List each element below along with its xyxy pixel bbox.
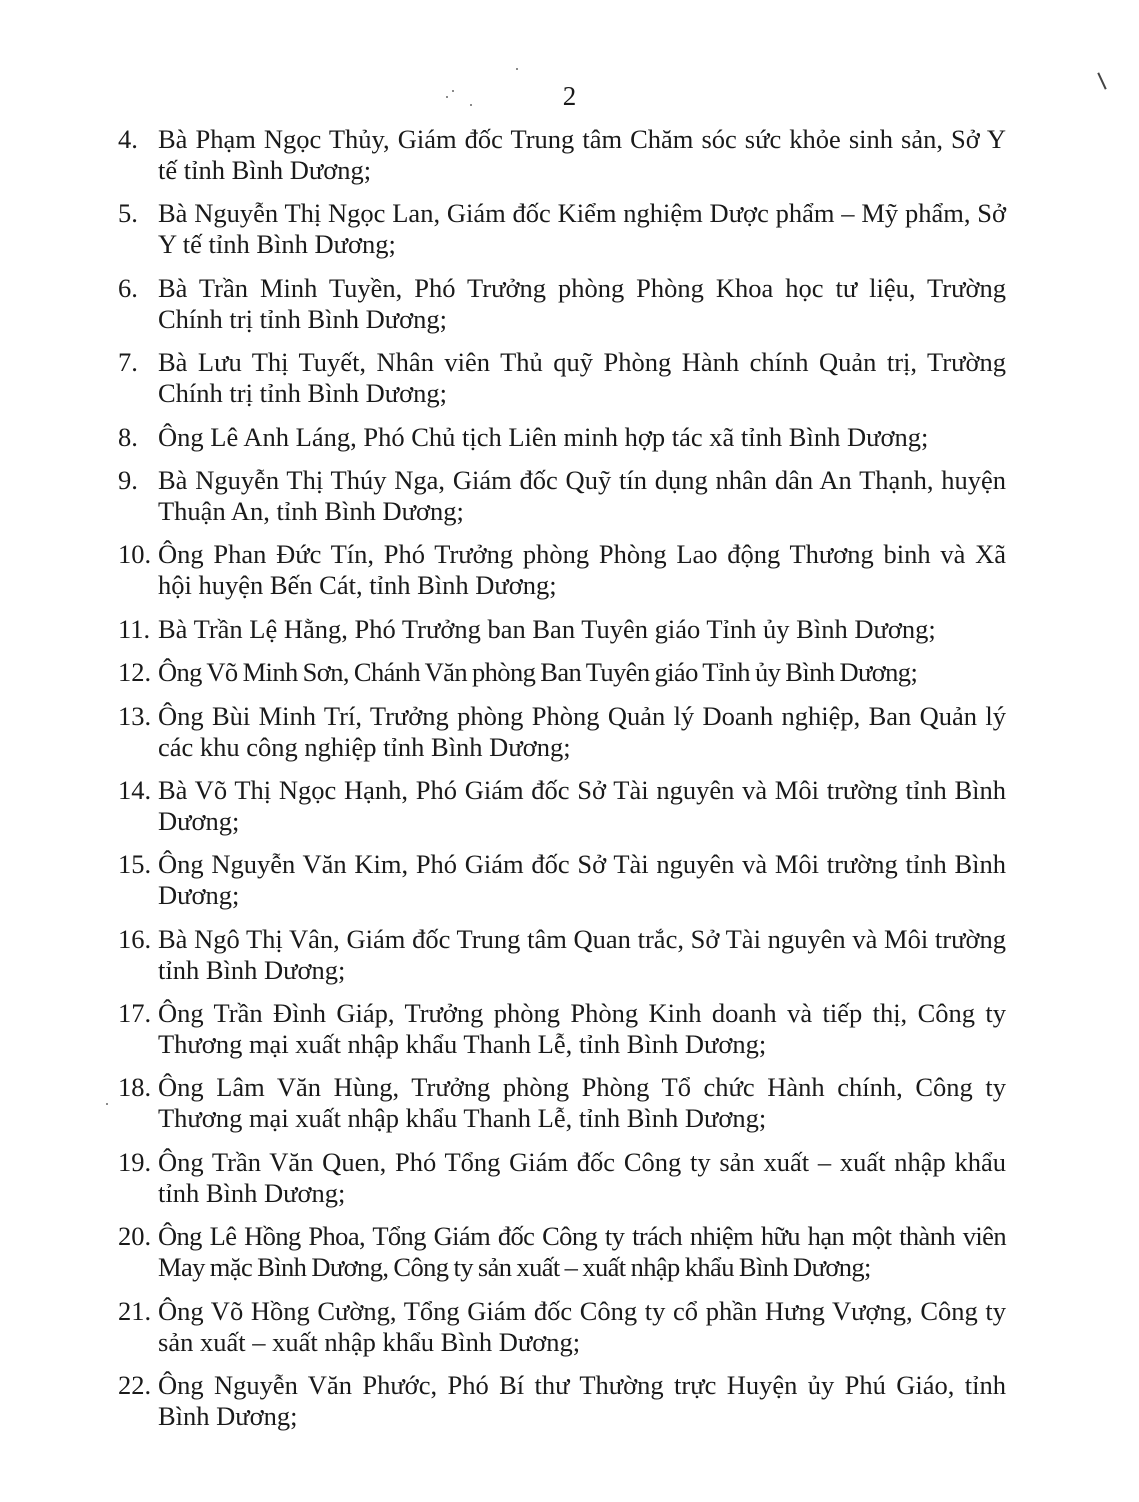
item-text: Bà Lưu Thị Tuyết, Nhân viên Thủ quỹ Phòng Hành chính Quản trị, Trường Chính trị tỉnh Bình Dương; <box>158 347 1006 409</box>
item-number: 12. <box>118 657 152 688</box>
item-number: 18. <box>118 1072 152 1103</box>
list-item <box>118 124 1006 186</box>
item-number: 11. <box>118 613 151 644</box>
item-text: Bà Trần Lệ Hằng, Phó Trưởng ban Ban Tuyên giáo Tỉnh ủy Bình Dương; <box>158 613 936 644</box>
list-item <box>118 347 1006 409</box>
item-number: 15. <box>118 849 152 880</box>
item-number: 8. <box>118 421 138 452</box>
list-item <box>118 1221 1006 1283</box>
item-number: 19. <box>118 1146 152 1177</box>
list-item <box>118 701 1006 763</box>
list-item <box>118 198 1006 260</box>
item-text: Ông Lâm Văn Hùng, Trưởng phòng Phòng Tổ chức Hành chính, Công ty Thương mại xuất nhập khẩu Thanh Lễ, tỉnh Bình Dương; <box>158 1072 1006 1134</box>
item-text: Ông Nguyễn Văn Phước, Phó Bí thư Thường trực Huyện ủy Phú Giáo, tỉnh Bình Dương; <box>158 1370 1006 1432</box>
item-number: 5. <box>118 198 138 229</box>
item-number: 7. <box>118 347 138 378</box>
scan-speck <box>516 68 518 70</box>
list-item <box>118 1296 1006 1358</box>
list-item <box>118 273 1006 335</box>
item-text: Ông Trần Đình Giáp, Trưởng phòng Phòng Kinh doanh và tiếp thị, Công ty Thương mại xuất nhập khẩu Thanh Lễ, tỉnh Bình Dương; <box>158 998 1006 1060</box>
item-text: Ông Phan Đức Tín, Phó Trưởng phòng Phòng Lao động Thương binh và Xã hội huyện Bến Cát, tỉnh Bình Dương; <box>158 539 1006 601</box>
item-text: Ông Võ Minh Sơn, Chánh Văn phòng Ban Tuyên giáo Tỉnh ủy Bình Dương; <box>158 657 918 688</box>
item-number: 10. <box>118 539 152 570</box>
list-item <box>118 422 1006 453</box>
item-text: Bà Ngô Thị Vân, Giám đốc Trung tâm Quan trắc, Sở Tài nguyên và Môi trường tỉnh Bình Dương; <box>158 923 1006 985</box>
item-number: 17. <box>118 998 152 1029</box>
item-text: Ông Bùi Minh Trí, Trưởng phòng Phòng Quản lý Doanh nghiệp, Ban Quản lý các khu công nghiệp tỉnh Bình Dương; <box>158 700 1006 762</box>
list-item <box>118 614 1006 645</box>
item-number: 21. <box>118 1295 152 1326</box>
item-number: 16. <box>118 923 152 954</box>
item-text: Ông Võ Hồng Cường, Tổng Giám đốc Công ty cổ phần Hưng Vượng, Công ty sản xuất – xuất nhập khẩu Bình Dương; <box>158 1295 1006 1357</box>
item-number: 22. <box>118 1370 152 1401</box>
item-text: Ông Nguyễn Văn Kim, Phó Giám đốc Sở Tài nguyên và Môi trường tỉnh Bình Dương; <box>158 849 1006 911</box>
item-text: Ông Lê Anh Láng, Phó Chủ tịch Liên minh hợp tác xã tỉnh Bình Dương; <box>158 421 929 452</box>
page-number: 2 <box>562 81 577 111</box>
list-item <box>118 775 1006 837</box>
list-item <box>118 1072 1006 1134</box>
item-text: Bà Nguyễn Thị Thúy Nga, Giám đốc Quỹ tín dụng nhân dân An Thạnh, huyện Thuận An, tỉnh Bình Dương; <box>158 464 1006 526</box>
list-item <box>118 657 1006 688</box>
scan-speck <box>470 104 472 106</box>
list-item <box>118 924 1006 986</box>
item-number: 6. <box>118 272 138 303</box>
item-text: Ông Lê Hồng Phoa, Tổng Giám đốc Công ty trách nhiệm hữu hạn một thành viên May mặc Bình Dương, Công ty sản xuất – xuất nhập khẩu Bình Dương; <box>158 1221 1006 1283</box>
list-item <box>118 1370 1006 1432</box>
item-text: Bà Phạm Ngọc Thủy, Giám đốc Trung tâm Chăm sóc sức khỏe sinh sản, Sở Y tế tỉnh Bình Dương; <box>158 124 1006 185</box>
item-text: Ông Trần Văn Quen, Phó Tổng Giám đốc Công ty sản xuất – xuất nhập khẩu tỉnh Bình Dương; <box>158 1146 1006 1208</box>
award-list <box>118 124 1006 1444</box>
list-item <box>118 539 1006 601</box>
item-number: 4. <box>118 124 138 154</box>
list-item <box>118 849 1006 911</box>
scan-speck <box>446 96 448 98</box>
item-number: 20. <box>118 1221 152 1252</box>
item-text: Bà Võ Thị Ngọc Hạnh, Phó Giám đốc Sở Tài nguyên và Môi trường tỉnh Bình Dương; <box>158 774 1006 836</box>
item-text: Bà Trần Minh Tuyền, Phó Trưởng phòng Phòng Khoa học tư liệu, Trường Chính trị tỉnh Bình Dương; <box>158 272 1006 334</box>
scan-speck <box>106 1103 108 1105</box>
item-number: 14. <box>118 774 152 805</box>
list-item <box>118 998 1006 1060</box>
item-number: 13. <box>118 700 152 731</box>
item-text: Bà Nguyễn Thị Ngọc Lan, Giám đốc Kiểm nghiệm Dược phẩm – Mỹ phẩm, Sở Y tế tỉnh Bình Dương; <box>158 198 1006 260</box>
list-item <box>118 1147 1006 1209</box>
scan-speck <box>452 90 454 92</box>
item-number: 9. <box>118 464 138 495</box>
list-item <box>118 465 1006 527</box>
